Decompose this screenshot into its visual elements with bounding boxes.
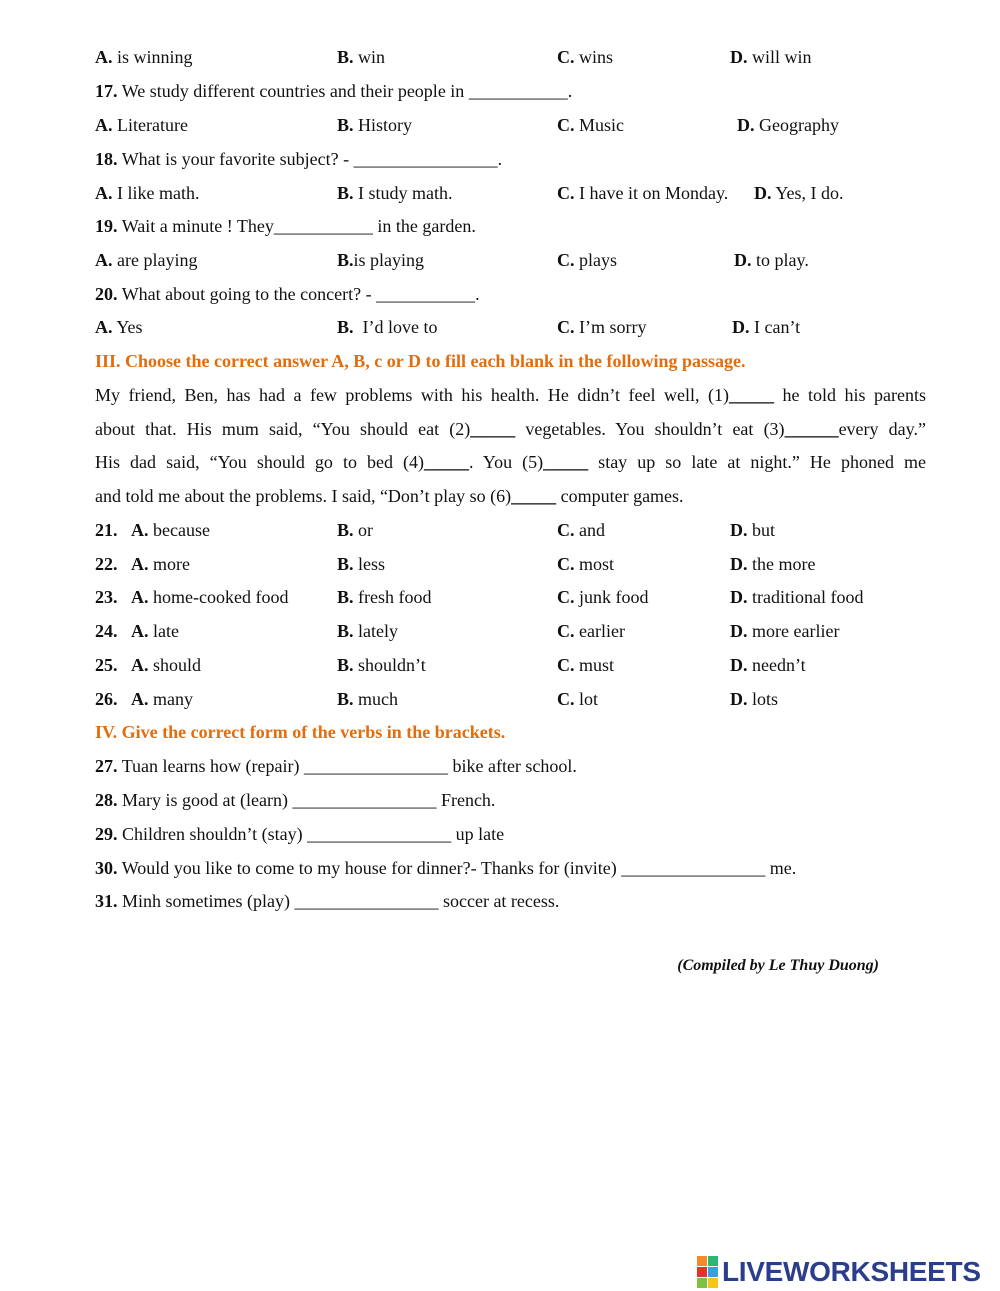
logo-blocks-icon [697, 1256, 718, 1288]
option-17-a[interactable]: A. Literature [95, 115, 188, 135]
option-26-c[interactable]: C. lot [557, 689, 599, 709]
logo-block [708, 1267, 718, 1277]
logo-block [708, 1256, 718, 1266]
liveworksheets-logo[interactable] [697, 1254, 981, 1290]
option-21-c[interactable]: C. and [557, 520, 605, 540]
question-31[interactable]: 31. Minh sometimes (play) ________________ soccer at recess. [95, 891, 560, 911]
option-19-c[interactable]: C. plays [557, 250, 617, 270]
option-21-b[interactable]: B. or [337, 520, 374, 540]
option-26-d[interactable]: D. lots [730, 689, 779, 709]
option-16-c[interactable]: C. wins [557, 47, 614, 67]
passage-line-2: about that. His mum said, “You should eat (2)_____ vegetables. You shouldn’t eat (3)______every day.” [95, 419, 926, 439]
logo-block [697, 1267, 707, 1277]
section-4-heading: IV. Give the correct form of the verbs in the brackets. [95, 722, 506, 742]
option-25-b[interactable]: B. shouldn’t [337, 655, 426, 675]
option-24-b[interactable]: B. lately [337, 621, 398, 641]
option-16-b[interactable]: B. win [337, 47, 386, 67]
option-22-c[interactable]: C. most [557, 554, 615, 574]
option-24-a[interactable]: 24. A. late [95, 621, 179, 641]
option-22-a[interactable]: 22. A. more [95, 554, 190, 574]
question-17: 17. We study different countries and their people in ___________. [95, 81, 573, 101]
option-16-d[interactable]: D. will win [730, 47, 812, 67]
option-19-a[interactable]: A. are playing [95, 250, 198, 270]
question-30[interactable]: 30. Would you like to come to my house for dinner?- Thanks for (invite) ________________ me. [95, 858, 797, 878]
question-20: 20. What about going to the concert? - ___________. [95, 284, 480, 304]
option-25-c[interactable]: C. must [557, 655, 615, 675]
option-20-d[interactable]: D. I can’t [732, 317, 801, 337]
option-17-b[interactable]: B. History [337, 115, 413, 135]
option-24-c[interactable]: C. earlier [557, 621, 625, 641]
option-19-b[interactable]: B.is playing [337, 250, 425, 270]
option-23-c[interactable]: C. junk food [557, 587, 649, 607]
option-18-d[interactable]: D. Yes, I do. [754, 183, 844, 203]
option-24-d[interactable]: D. more earlier [730, 621, 840, 641]
logo-block [708, 1278, 718, 1288]
logo-block [697, 1278, 707, 1288]
option-25-d[interactable]: D. needn’t [730, 655, 806, 675]
option-25-a[interactable]: 25. A. should [95, 655, 202, 675]
option-20-a[interactable]: A. Yes [95, 317, 143, 337]
option-21-d[interactable]: D. but [730, 520, 776, 540]
option-20-b[interactable]: B. I’d love to [337, 317, 438, 337]
question-19: 19. Wait a minute ! They___________ in the garden. [95, 216, 476, 236]
option-18-c[interactable]: C. I have it on Monday. [557, 183, 729, 203]
passage-line-4: and told me about the problems. I said, “Don’t play so (6)_____ computer games. [95, 486, 684, 506]
passage-line-3: His dad said, “You should go to bed (4)_____. You (5)_____ stay up so late at night.” He phoned me [95, 452, 926, 472]
option-22-b[interactable]: B. less [337, 554, 386, 574]
option-21-a[interactable]: 21. A. because [95, 520, 210, 540]
question-18: 18. What is your favorite subject? - ________________. [95, 149, 503, 169]
option-17-c[interactable]: C. Music [557, 115, 624, 135]
option-17-d[interactable]: D. Geography [737, 115, 839, 135]
option-22-d[interactable]: D. the more [730, 554, 816, 574]
option-20-c[interactable]: C. I’m sorry [557, 317, 647, 337]
question-28[interactable]: 28. Mary is good at (learn) ________________ French. [95, 790, 496, 810]
option-23-b[interactable]: B. fresh food [337, 587, 432, 607]
section-3-heading: III. Choose the correct answer A, B, c or D to fill each blank in the following passage. [95, 351, 746, 371]
option-26-b[interactable]: B. much [337, 689, 399, 709]
option-18-b[interactable]: B. I study math. [337, 183, 453, 203]
logo-text: LIVEWORKSHEETS [722, 1256, 981, 1287]
option-19-d[interactable]: D. to play. [734, 250, 809, 270]
compiled-by-credit: (Compiled by Le Thuy Duong) [677, 957, 879, 974]
question-27[interactable]: 27. Tuan learns how (repair) ________________ bike after school. [95, 756, 577, 776]
option-26-a[interactable]: 26. A. many [95, 689, 193, 709]
option-23-a[interactable]: 23. A. home-cooked food [95, 587, 289, 607]
option-23-d[interactable]: D. traditional food [730, 587, 864, 607]
option-18-a[interactable]: A. I like math. [95, 183, 200, 203]
option-16-a[interactable]: A. is winning [95, 47, 193, 67]
logo-block [697, 1256, 707, 1266]
passage-line-1: My friend, Ben, has had a few problems with his health. He didn’t feel well, (1)_____ he told his parents [95, 385, 926, 405]
question-29[interactable]: 29. Children shouldn’t (stay) ________________ up late [95, 824, 505, 844]
